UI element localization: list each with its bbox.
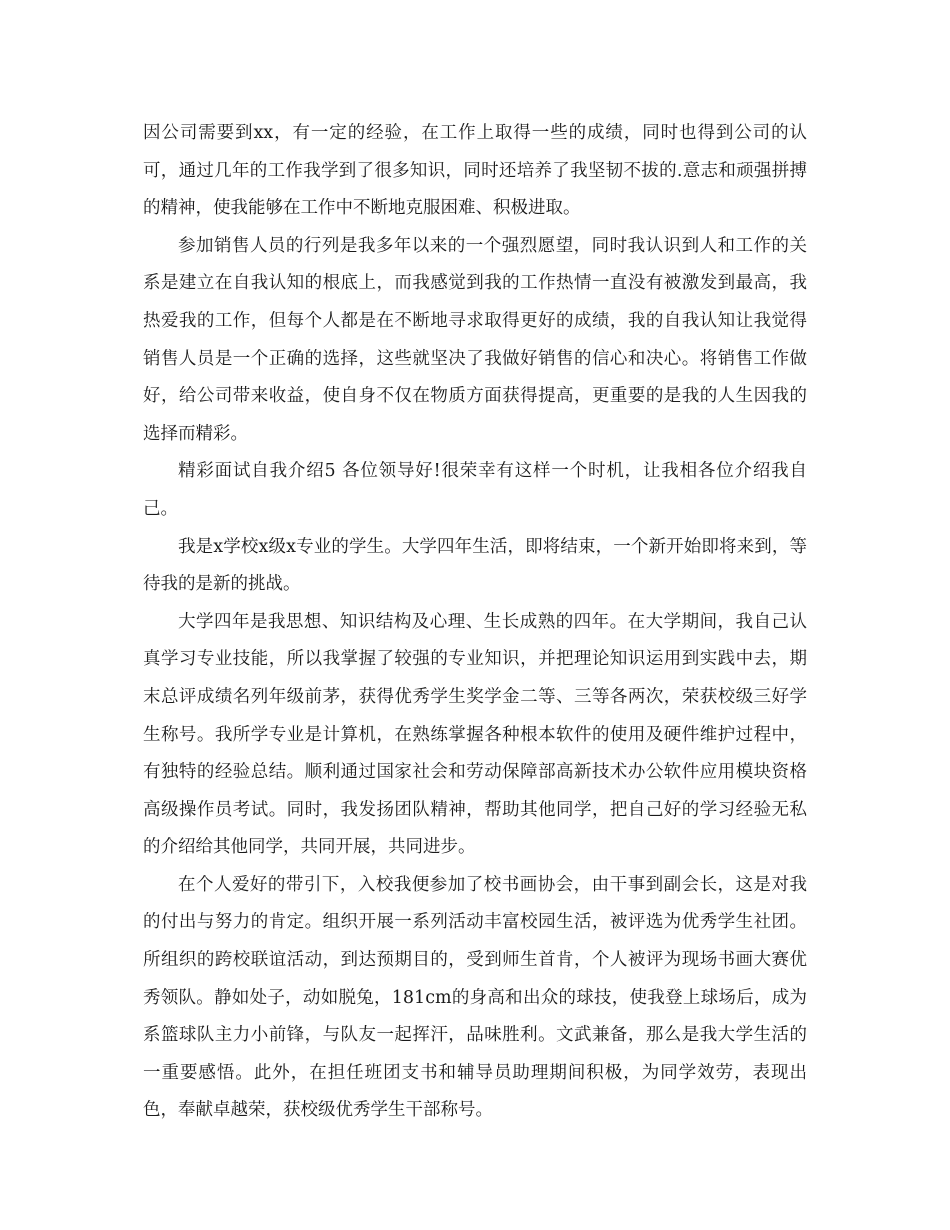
paragraph-4: 我是x学校x级x专业的学生。大学四年生活，即将结束，一个新开始即将来到，等待我的是新的挑战。: [143, 536, 807, 595]
paragraph-2: 参加销售人员的行列是我多年以来的一个强烈愿望，同时我认识到人和工作的关系是建立在自我认知的根底上，而我感觉到我的工作热情一直没有被激发到最高，我热爱我的工作，但每个人都是在不断地寻求取得更好的成绩，我的自我认知让我觉得销售人员是一个正确的选择，这些就坚决了我做好销售的信心和决心。将销售工作做好，给公司带来收益，使自身不仅在物质方面获得提高，更重要的是我的人生因我的选择而精彩。: [143, 235, 807, 444]
document-body: [143, 115, 807, 1130]
paragraph-6: 在个人爱好的带引下，入校我便参加了校书画协会，由干事到副会长，这是对我的付出与努力的肯定。组织开展一系列活动丰富校园生活，被评选为优秀学生社团。所组织的跨校联谊活动，到达预期目的，受到师生首肯，个人被评为现场书画大赛优秀领队。静如处子，动如脱兔，181cm的身高和出众的球技，使我登上球场后，成为系篮球队主力小前锋，与队友一起挥汗，品味胜利。文武兼备，那么是我大学生活的一重要感悟。此外，在担任班团支书和辅导员助理期间积极，为同学效劳，表现出色，奉献卓越荣，获校级优秀学生干部称号。: [143, 874, 807, 1121]
paragraph-1: 因公司需要到xx，有一定的经验，在工作上取得一些的成绩，同时也得到公司的认可，通过几年的工作我学到了很多知识，同时还培养了我坚韧不拔的.意志和顽强拼搏的精神，使我能够在工作中不断地克服困难、积极进取。: [143, 123, 807, 219]
paragraph-5: 大学四年是我思想、知识结构及心理、生长成熟的四年。在大学期间，我自己认真学习专业技能，所以我掌握了较强的专业知识，并把理论知识运用到实践中去，期末总评成绩名列年级前茅，获得优秀学生奖学金二等、三等各两次，荣获校级三好学生称号。我所学专业是计算机，在熟练掌握各种根本软件的使用及硬件维护过程中，有独特的经验总结。顺利通过国家社会和劳动保障部高新技术办公软件应用模块资格高级操作员考试。同时，我发扬团队精神，帮助其他同学，把自己好的学习经验无私的介绍给其他同学，共同开展，共同进步。: [143, 611, 807, 858]
paragraph-3: 精彩面试自我介绍5 各位领导好!很荣幸有这样一个时机，让我相各位介绍我自己。: [143, 461, 807, 519]
